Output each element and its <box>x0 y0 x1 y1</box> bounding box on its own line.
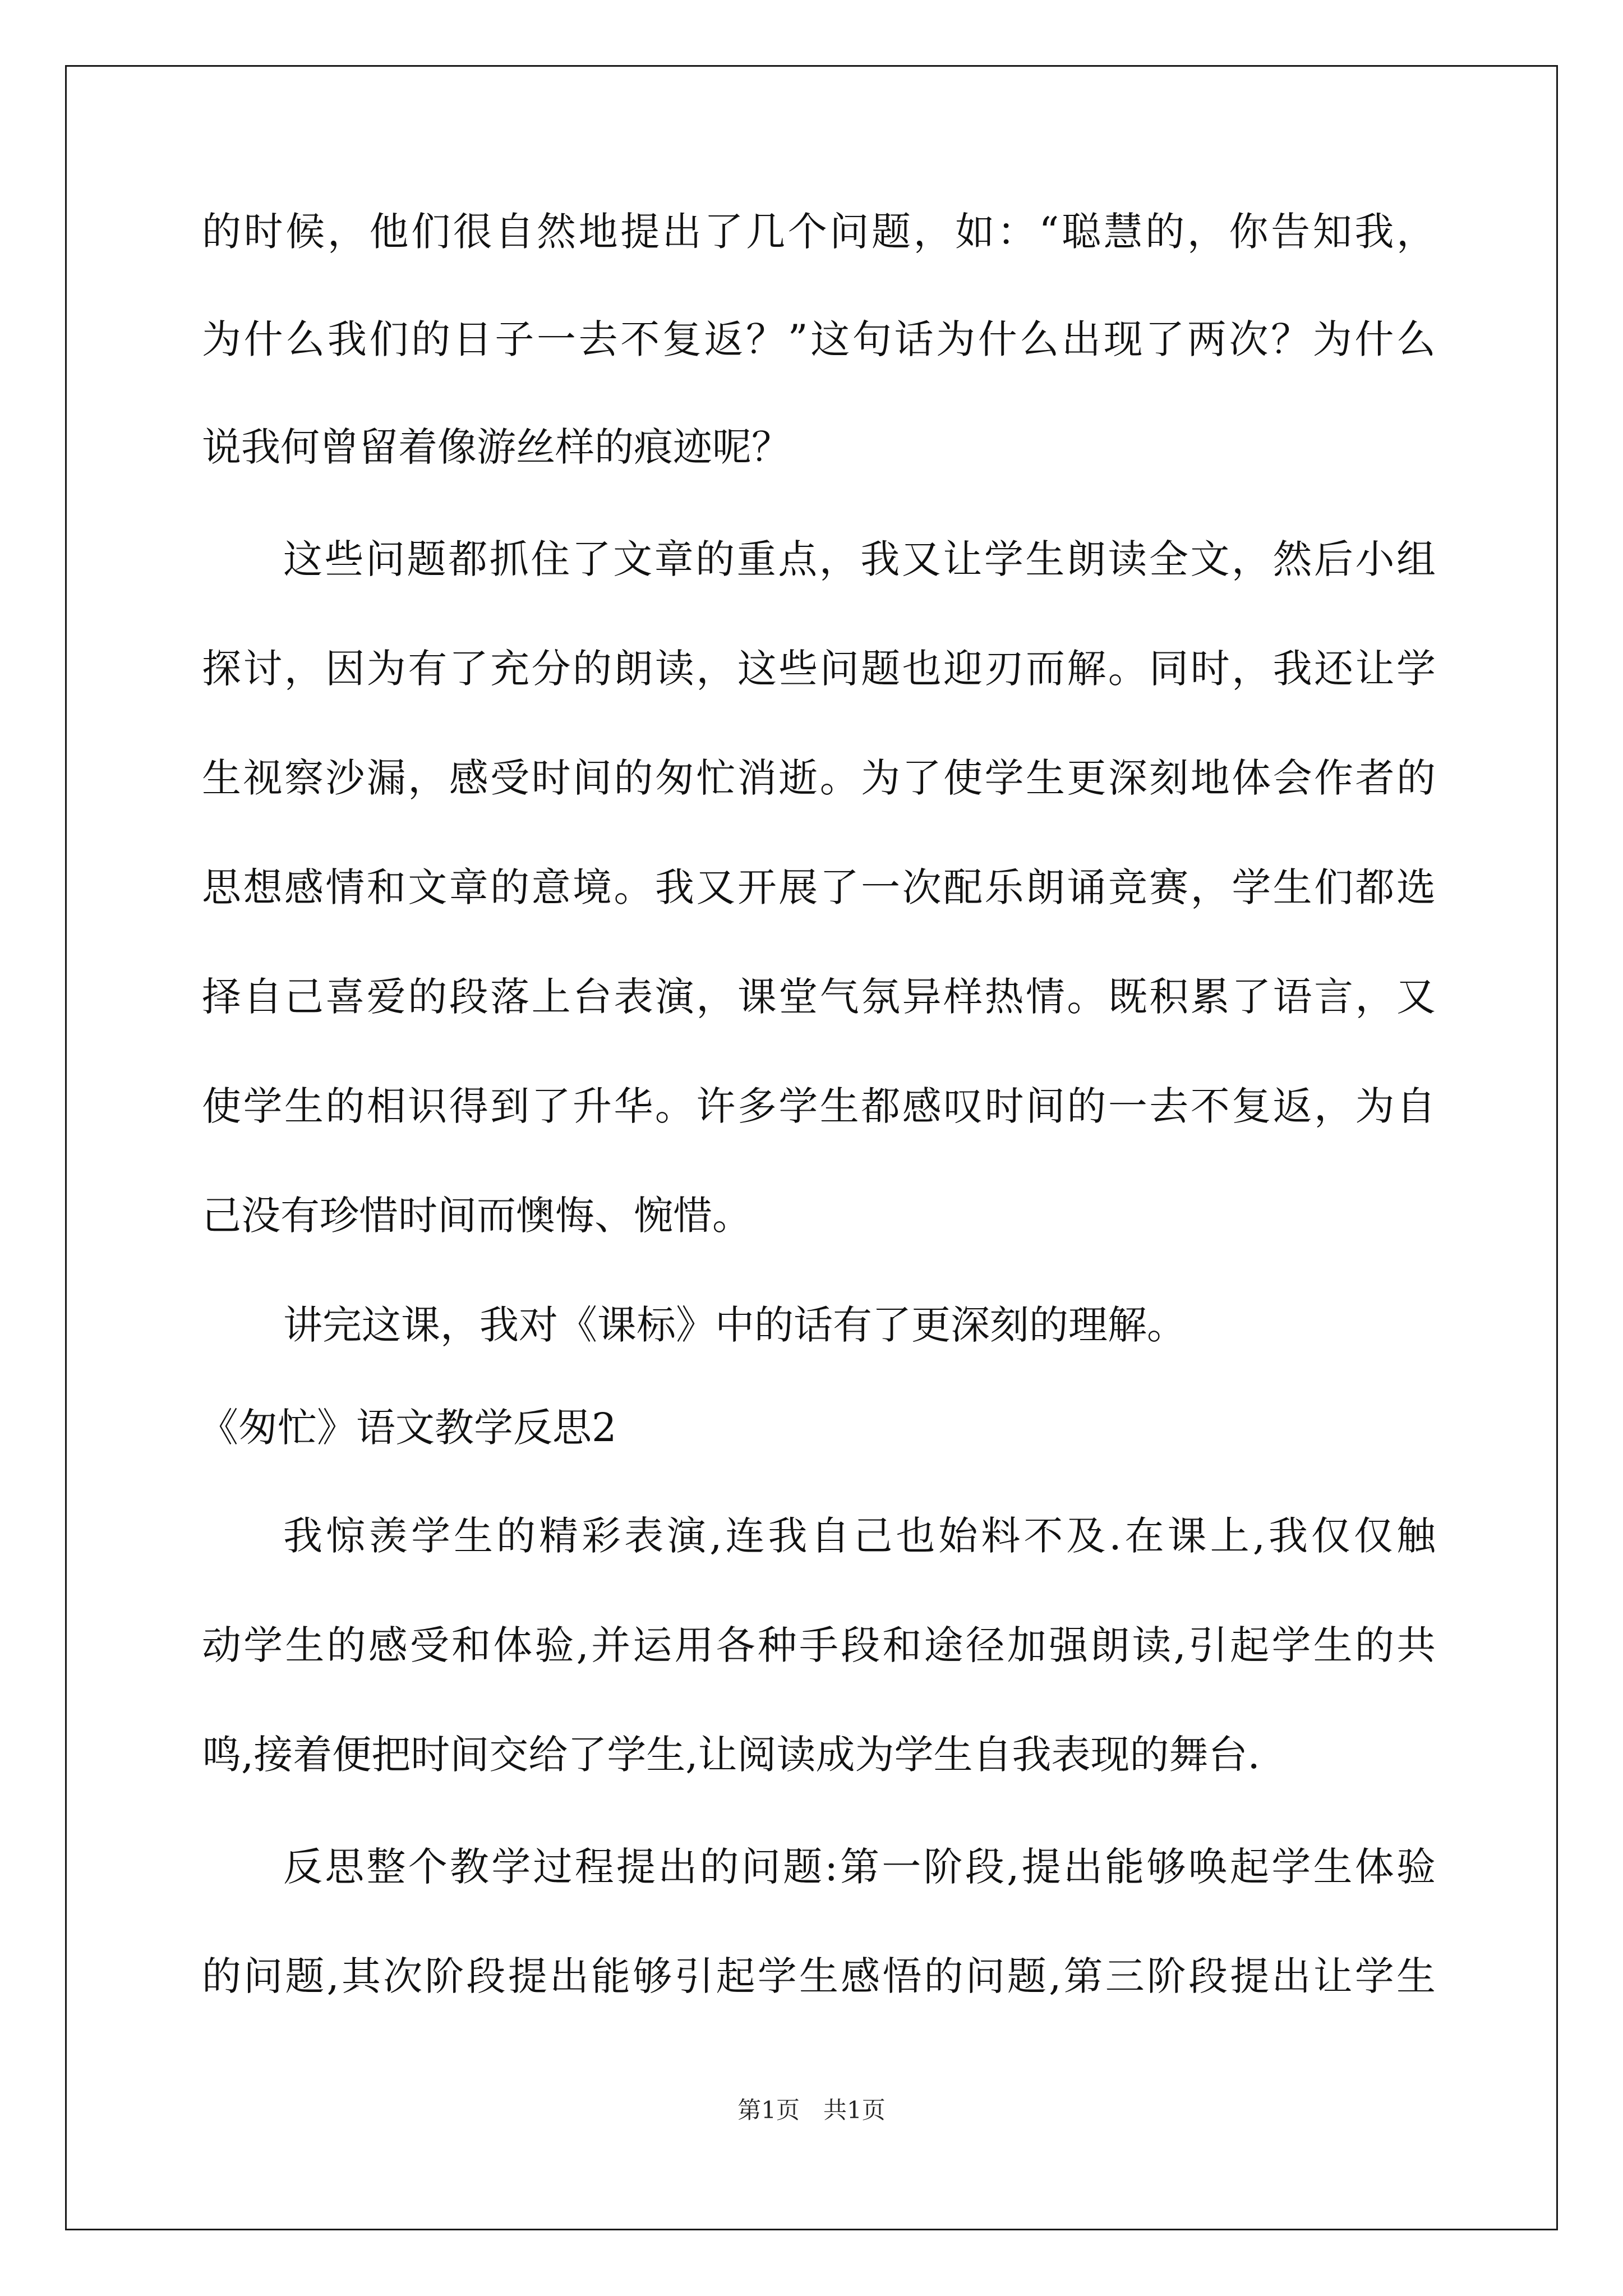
paragraph-line: 思想感情和文章的意境。我又开展了一次配乐朗诵竞赛，学生们都选 <box>202 864 1436 910</box>
paragraph-line: 动学生的感受和体验,并运用各种手段和途径加强朗读,引起学生的共 <box>202 1622 1436 1668</box>
paragraph-line: 我惊羡学生的精彩表演,连我自己也始料不及.在课上,我仅仅触 <box>283 1513 1436 1559</box>
page-frame <box>65 65 1558 2230</box>
paragraph-line: 择自己喜爱的段落上台表演，课堂气氛异样热情。既积累了语言，又 <box>202 974 1436 1020</box>
paragraph-line: 反思整个教学过程提出的问题:第一阶段,提出能够唤起学生体验 <box>283 1844 1436 1890</box>
paragraph-line: 这些问题都抓住了文章的重点，我又让学生朗读全文，然后小组 <box>283 536 1436 582</box>
paragraph-line: 己没有珍惜时间而懊悔、惋惜。 <box>202 1193 751 1239</box>
paragraph-line: 说我何曾留着像游丝样的痕迹呢？ <box>202 424 791 470</box>
page-number: 第1页 共1页 <box>737 2096 886 2124</box>
paragraph-line: 为什么我们的日子一去不复返？”这句话为什么出现了两次？为什么 <box>202 316 1436 362</box>
paragraph-line: 鸣,接着便把时间交给了学生,让阅读成为学生自我表现的舞台. <box>202 1732 1260 1778</box>
section-heading: 《匆忙》语文教学反思2 <box>199 1405 617 1451</box>
paragraph-line: 生视察沙漏，感受时间的匆忙消逝。为了使学生更深刻地体会作者的 <box>202 755 1436 801</box>
paragraph-line: 的时候，他们很自然地提出了几个问题，如：“聪慧的，你告知我， <box>202 209 1436 255</box>
paragraph-line: 讲完这课，我对《课标》中的话有了更深刻的理解。 <box>283 1302 1186 1348</box>
paragraph-line: 探讨，因为有了充分的朗读，这些问题也迎刃而解。同时，我还让学 <box>202 646 1436 692</box>
paragraph-line: 的问题,其次阶段提出能够引起学生感悟的问题,第三阶段提出让学生 <box>202 1953 1436 1999</box>
paragraph-line: 使学生的相识得到了升华。许多学生都感叹时间的一去不复返，为自 <box>202 1083 1436 1129</box>
